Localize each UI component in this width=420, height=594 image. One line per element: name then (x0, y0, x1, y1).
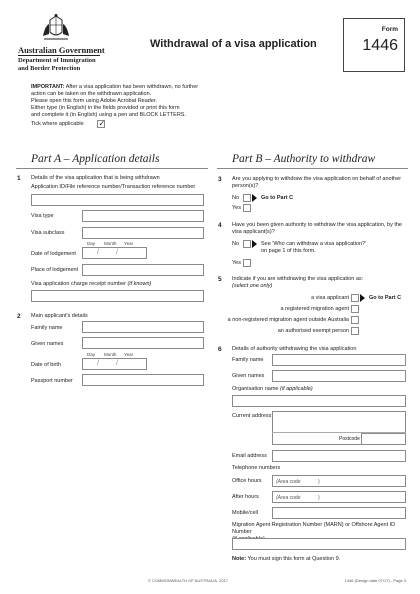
q4-text-1: Have you been given authority to withdraw the visa application, by the (232, 222, 402, 228)
part-a-rule (16, 168, 208, 169)
receipt-note: (if known) (127, 281, 152, 287)
authority-given-names-input[interactable] (272, 370, 406, 382)
q3-no-label: No (232, 195, 240, 201)
q1-year-label: Year (124, 241, 134, 246)
note-label: Note: (232, 556, 247, 562)
q5-text (232, 276, 363, 290)
q5-opt2-label: a registered migration agent (280, 306, 349, 312)
org-note: (if applicable) (280, 386, 313, 392)
q5-note: (select one only) (232, 283, 273, 289)
q2-year-label: Year (124, 352, 134, 357)
q6-family-name-label: Family name (232, 357, 264, 363)
date-of-birth-input[interactable]: / / (82, 358, 147, 370)
postcode-label: Postcode (339, 436, 360, 442)
q3-yes-label: Yes (232, 205, 241, 211)
intro-line-4: and complete it (in English) using a pen and BLOCK LETTERS. (31, 112, 186, 118)
q5-go-to-part-c: Go to Part C (369, 295, 402, 301)
q5-opt1-label: a visa applicant (311, 295, 349, 301)
office-hours-label: Office hours (232, 478, 262, 484)
q3-yes-checkbox[interactable] (243, 204, 251, 212)
q1-id-label: Application ID/File reference number/Transaction reference number (31, 184, 196, 190)
mobile-input[interactable] (272, 507, 406, 519)
q5-registered-agent-checkbox[interactable] (351, 305, 359, 313)
q4-no-checkbox[interactable] (243, 240, 251, 248)
email-address-input[interactable] (272, 450, 406, 462)
date-of-birth-label: Date of birth (31, 362, 61, 368)
important-text-2: action can be taken on the withdrawn application. (31, 91, 152, 97)
passport-number-input[interactable] (82, 374, 204, 386)
org-label-text: Organisation name (232, 386, 279, 392)
tick-mark: ✓ (98, 119, 106, 128)
office-area-code-label: (Area code (276, 478, 301, 485)
question-3-number: 3 (218, 176, 222, 183)
q4-no-label: No (232, 241, 240, 247)
place-of-lodgement-input[interactable] (82, 264, 204, 276)
after-area-code-close: ) (318, 494, 320, 501)
department-line-2: and Border Protection (18, 65, 81, 72)
authority-family-name-input[interactable] (272, 354, 406, 366)
email-label: Email address (232, 453, 267, 459)
tick-label: Tick where applicable (31, 121, 84, 127)
part-a-title: Part A – Application details (31, 153, 160, 165)
q3-no-checkbox[interactable] (243, 194, 251, 202)
q6-given-names-label: Given names (232, 373, 265, 379)
after-hours-label: After hours (232, 494, 259, 500)
important-text-1: After a visa application has been withdrawn, no further (64, 84, 199, 90)
visa-type-input[interactable] (82, 210, 204, 222)
q5-exempt-person-checkbox[interactable] (351, 327, 359, 335)
receipt-number-input[interactable] (31, 290, 204, 302)
intro-line-3: Either type (in English) in the fields provided or print this form (31, 105, 180, 111)
place-of-lodgement-label: Place of lodgement (31, 267, 79, 273)
visa-type-label: Visa type (31, 213, 54, 219)
q5-text-1: Indicate if you are withdrawing the visa application as: (232, 276, 364, 282)
q2-family-name-label: Family name (31, 325, 63, 331)
marn-input[interactable] (232, 538, 406, 550)
intro-block (31, 84, 271, 119)
form-number-box (343, 18, 405, 72)
applicant-family-name-input[interactable] (82, 321, 204, 333)
department-line-1: Department of Immigration (18, 57, 96, 64)
question-2-number: 2 (17, 313, 21, 320)
form-title: Withdrawal of a visa application (150, 38, 317, 50)
q5-visa-applicant-checkbox[interactable] (351, 294, 359, 302)
sign-note (232, 556, 340, 563)
visa-subclass-label: Visa subclass (31, 230, 65, 236)
part-b-title: Part B – Authority to withdraw (232, 153, 376, 165)
important-label: IMPORTANT: (31, 84, 65, 90)
after-area-code-label: (Area code (276, 494, 301, 501)
part-b-rule (217, 168, 408, 169)
postcode-input[interactable] (361, 433, 406, 445)
intro-line-2: Please open this form using Adobe Acrobat Reader. (31, 98, 157, 104)
q6-text: Details of authority withdrawing the visa application (232, 346, 357, 352)
q2-month-label: Month (104, 352, 117, 357)
current-address-label: Current address (232, 413, 272, 419)
footer-design-date: 1446 (Design date 07/17) - Page 3 (344, 578, 406, 583)
q4-text (232, 222, 402, 236)
telephone-label: Telephone numbers (232, 465, 281, 471)
q4-yes-label: Yes (232, 260, 241, 266)
q3-go-to-part-c: Go to Part C (261, 195, 294, 201)
application-id-input[interactable] (31, 194, 204, 206)
question-5-number: 5 (218, 276, 222, 283)
note-text: You must sign this form at Question 9. (246, 556, 341, 562)
coat-of-arms-logo (40, 14, 72, 44)
marn-text-1: Migration Agent Registration Number (MARN) or Offshore Agent ID Number (232, 522, 396, 535)
q5-non-registered-agent-checkbox[interactable] (351, 316, 359, 324)
q4-see-1: See 'Who can withdraw a visa application?' (261, 241, 367, 247)
tick-example-checkbox (97, 120, 105, 128)
q5-opt3-label: a non-registered migration agent outside Australia (227, 317, 349, 323)
question-1-number: 1 (17, 175, 21, 182)
q1-text: Details of the visa application that is being withdrawn (31, 175, 160, 181)
q3-text-2: person(s)? (232, 183, 259, 189)
q4-see-2: on page 1 of this form. (261, 248, 316, 254)
office-hours-phone-input[interactable] (272, 475, 406, 487)
q2-day-label: Day (87, 352, 96, 357)
q3-text-1: Are you applying to withdraw the visa application on behalf of another (232, 176, 402, 182)
footer-copyright: © COMMONWEALTH OF AUSTRALIA, 2017 (148, 578, 228, 583)
q3-text (232, 176, 401, 190)
organisation-name-input[interactable] (232, 395, 406, 407)
organisation-label (232, 386, 313, 393)
q2-given-names-label: Given names (31, 341, 64, 347)
q4-yes-checkbox[interactable] (243, 259, 251, 267)
q4-see-note (261, 241, 366, 255)
visa-subclass-input[interactable] (82, 227, 204, 239)
government-name: Australian Government (18, 45, 105, 55)
q1-day-label: Day (87, 241, 96, 246)
q5-opt4-label: an authorised exempt person (277, 328, 349, 334)
receipt-label-text: Visa application charge receipt number (31, 281, 126, 287)
question-4-number: 4 (218, 222, 222, 229)
receipt-number-label (31, 281, 151, 288)
form-label: Form (381, 26, 398, 33)
q2-text: Main applicant's details (31, 313, 88, 319)
header-divider (18, 55, 100, 56)
q4-text-2: visa applicant(s)? (232, 229, 275, 235)
passport-number-label: Passport number (31, 378, 73, 384)
after-hours-phone-input[interactable] (272, 491, 406, 503)
date-of-lodgement-input[interactable]: / / (82, 247, 147, 259)
date-of-lodgement-label: Date of lodgement (31, 251, 76, 257)
q5-arrow-icon (360, 294, 365, 302)
applicant-given-names-input[interactable] (82, 337, 204, 349)
mobile-label: Mobile/cell (232, 510, 258, 516)
q3-arrow-icon (252, 194, 257, 202)
q4-arrow-icon (252, 240, 257, 248)
q1-month-label: Month (104, 241, 117, 246)
office-area-code-close: ) (318, 478, 320, 485)
form-number: 1446 (362, 37, 398, 54)
important-line (31, 84, 271, 91)
question-6-number: 6 (218, 346, 222, 353)
